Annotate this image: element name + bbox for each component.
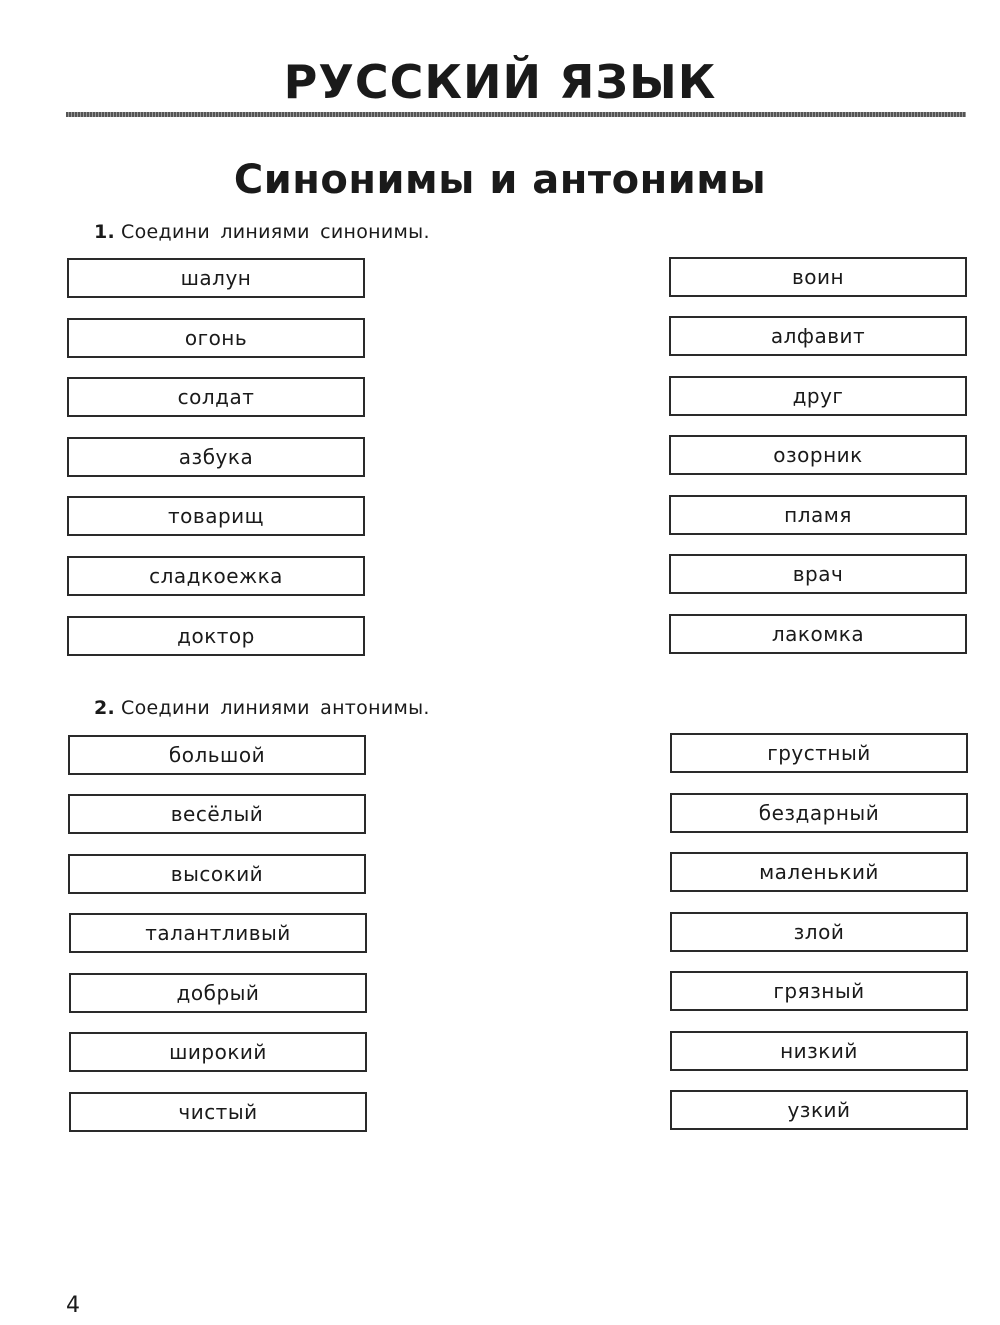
task-1-right-word-6[interactable]: врач bbox=[669, 554, 967, 594]
task-1-left-word-7[interactable]: доктор bbox=[67, 616, 365, 656]
task-2-left-word-6[interactable]: широкий bbox=[69, 1032, 367, 1072]
task-2-number: 2. bbox=[94, 697, 116, 719]
task-2-left-word-5[interactable]: добрый bbox=[69, 973, 367, 1013]
task-2-left-word-7[interactable]: чистый bbox=[69, 1092, 367, 1132]
task-2-left-word-2[interactable]: весёлый bbox=[68, 794, 366, 834]
task-1-right-word-5[interactable]: пламя bbox=[669, 495, 967, 535]
task-1-left-word-4[interactable]: азбука bbox=[67, 437, 365, 477]
task-1-left-word-2[interactable]: огонь bbox=[67, 318, 365, 358]
task-2-right-word-1[interactable]: грустный bbox=[670, 733, 968, 773]
task-2-instruction: Соедини линиями антонимы. bbox=[121, 697, 430, 719]
task-2-left-word-3[interactable]: высокий bbox=[68, 854, 366, 894]
task-1-left-word-1[interactable]: шалун bbox=[67, 258, 365, 298]
page-number: 4 bbox=[66, 1293, 80, 1318]
task-1-number: 1. bbox=[94, 221, 116, 243]
subject-title: РУССКИЙ ЯЗЫК bbox=[283, 55, 717, 109]
task-2-right-word-5[interactable]: грязный bbox=[670, 971, 968, 1011]
task-1-right-word-2[interactable]: алфавит bbox=[669, 316, 967, 356]
task-1-left-word-3[interactable]: солдат bbox=[67, 377, 365, 417]
task-1-left-word-5[interactable]: товарищ bbox=[67, 496, 365, 536]
task-2-right-word-3[interactable]: маленький bbox=[670, 852, 968, 892]
header-divider bbox=[66, 112, 966, 117]
task-1-left-word-6[interactable]: сладкоежка bbox=[67, 556, 365, 596]
task-1-right-word-3[interactable]: друг bbox=[669, 376, 967, 416]
task-1-right-word-4[interactable]: озорник bbox=[669, 435, 967, 475]
task-2-right-word-2[interactable]: бездарный bbox=[670, 793, 968, 833]
task-2-left-word-1[interactable]: большой bbox=[68, 735, 366, 775]
task-2-right-word-4[interactable]: злой bbox=[670, 912, 968, 952]
task-2-right-word-7[interactable]: узкий bbox=[670, 1090, 968, 1130]
task-1-right-word-7[interactable]: лакомка bbox=[669, 614, 967, 654]
task-2-heading bbox=[94, 695, 430, 721]
task-1-right-word-1[interactable]: воин bbox=[669, 257, 967, 297]
topic-title: Синонимы и антонимы bbox=[233, 157, 767, 203]
task-2-left-word-4[interactable]: талантливый bbox=[69, 913, 367, 953]
task-1-heading bbox=[94, 219, 430, 245]
task-2-right-word-6[interactable]: низкий bbox=[670, 1031, 968, 1071]
task-1-instruction: Соедини линиями синонимы. bbox=[121, 221, 430, 243]
